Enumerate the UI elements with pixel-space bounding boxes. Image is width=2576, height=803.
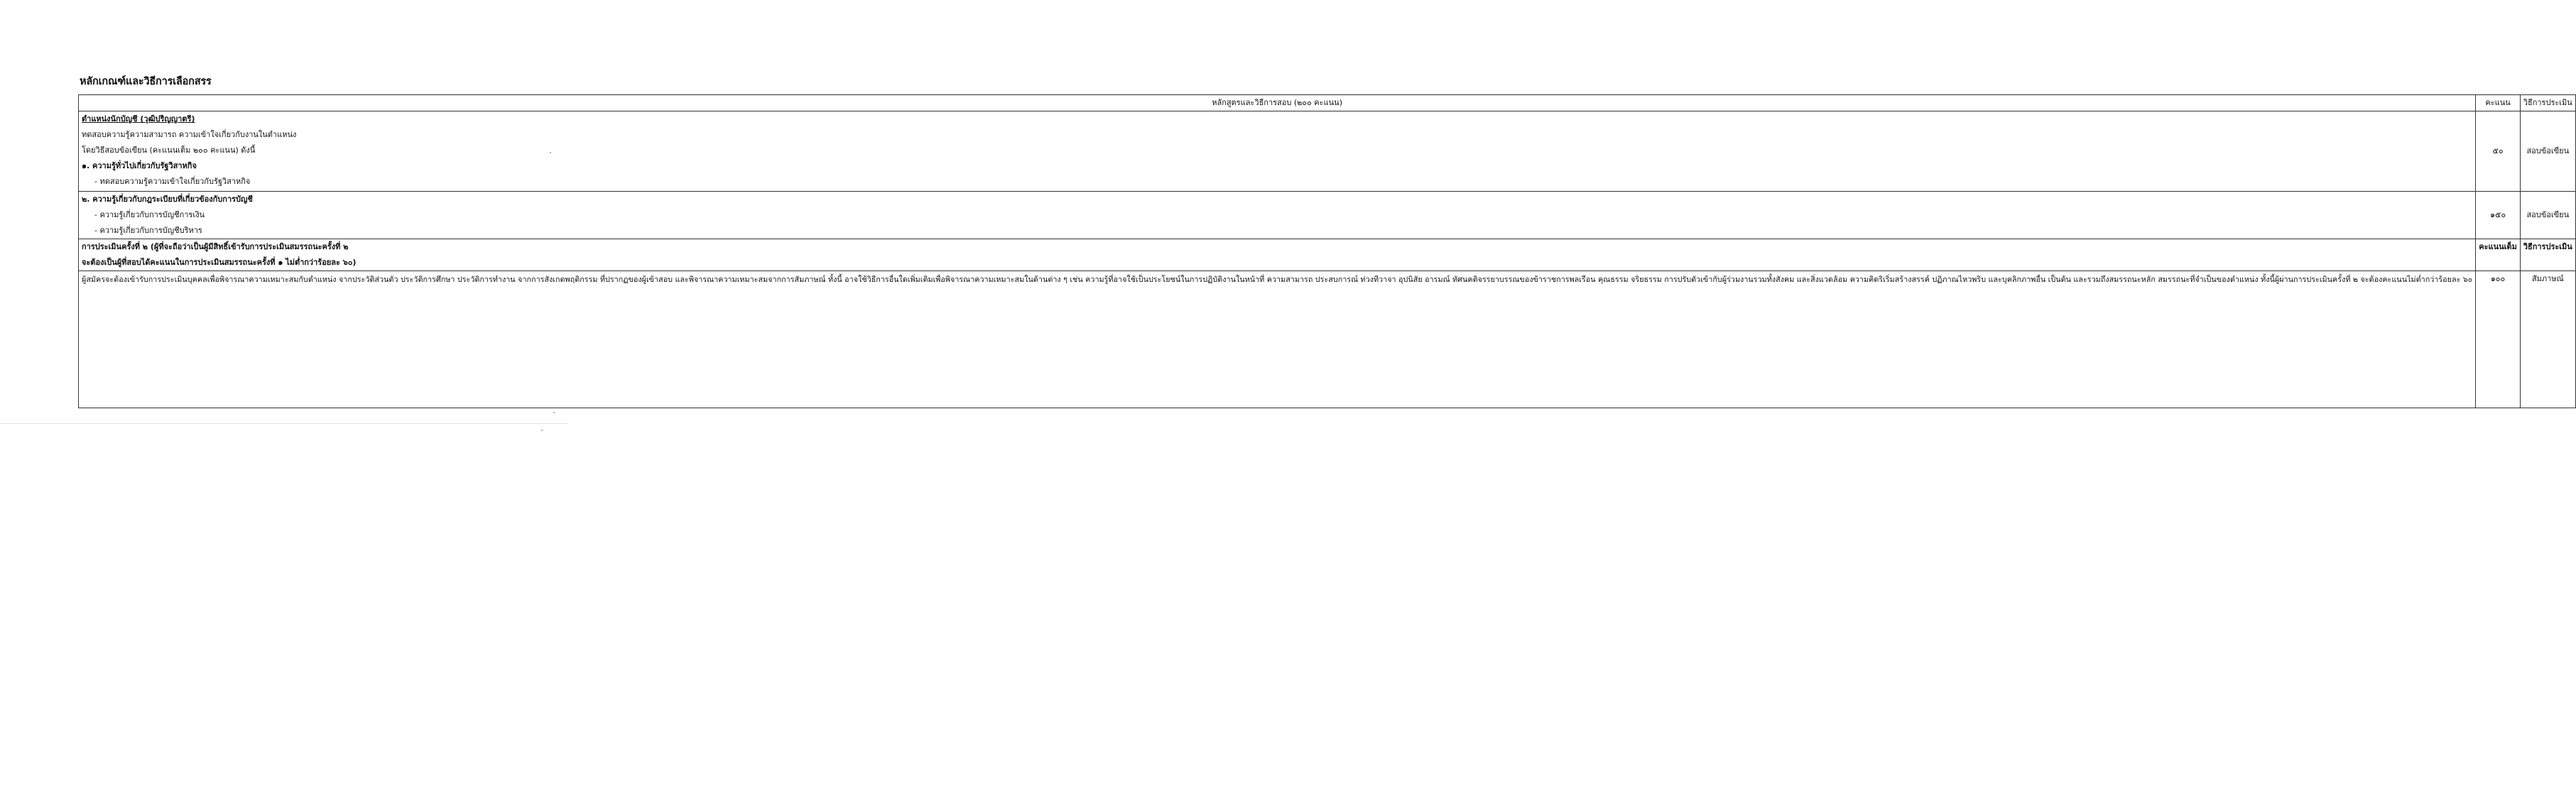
scan-speck bbox=[550, 152, 551, 153]
row3-content bbox=[79, 239, 2476, 271]
row1-content bbox=[79, 111, 2476, 192]
table-row bbox=[79, 192, 2576, 239]
row2-sub2: - ความรู้เกี่ยวกับการบัญชีบริหาร bbox=[94, 226, 202, 235]
row2-content bbox=[79, 192, 2476, 239]
row1-item: ๑. ความรู้ทั่วไปเกี่ยวกับรัฐวิสาหกิจ bbox=[82, 161, 197, 170]
row2-sub1: - ความรู้เกี่ยวกับการบัญชีการเงิน bbox=[94, 210, 205, 219]
row1-line1: ทดสอบความรู้ความสามารถ ความเข้าใจเกี่ยวกับงานในตำแหน่ง bbox=[82, 130, 297, 139]
position-title: ตำแหน่งนักบัญชี (วุฒิปริญญาตรี) bbox=[82, 114, 195, 124]
page-heading: หลักเกณฑ์และวิธีการเลือกสรร bbox=[80, 76, 212, 87]
header-score: คะแนน bbox=[2476, 95, 2521, 111]
row4-method: สัมภาษณ์ bbox=[2520, 271, 2575, 408]
table-row bbox=[79, 239, 2576, 271]
row3-line2: จะต้องเป็นผู้ที่สอบได้คะแนนในการประเมินสมรรถนะครั้งที่ ๑ ไม่ต่ำกว่าร้อยละ ๖๐) bbox=[82, 258, 357, 267]
row4-score: ๑๐๐ bbox=[2476, 271, 2521, 408]
scan-speck bbox=[541, 430, 543, 431]
row1-score: ๕๐ bbox=[2476, 111, 2521, 192]
row2-item: ๒. ความรู้เกี่ยวกับกฎระเบียบที่เกี่ยวข้องกับการบัญชี bbox=[82, 195, 253, 204]
row4-paragraph: ผู้สมัครจะต้องเข้ารับการประเมินบุคคลเพื่อพิจารณาความเหมาะสมกับตำแหน่ง จากประวัติส่วนตัว ประวัติการศึกษา ประวัติการทำงาน จากการสังเกตพฤติกรรม ที่ปรากฏของผู้เข้าสอบ และพิจารณาความเหมาะสมจากการสัมภาษณ์ ทั้งนี้ อาจใช้วิธีการอื่นใดเพิ่มเติมเพื่อพิจารณาความเหมาะสมในด้านต่าง ๆ เช่น ความรู้ที่อาจใช้เป็นประโยชน์ในการปฏิบัติงานในหน้าที่ ความสามารถ ประสบการณ์ ท่วงทีวาจา อุปนิสัย อารมณ์ ทัศนคติจรรยาบรรณของข้าราชการพลเรือน คุณธรรม จริยธรรม การปรับตัวเข้ากับผู้ร่วมงานรวมทั้งสังคม และสิ่งแวดล้อม ความคิดริเริ่มสร้างสรรค์ ปฏิภาณไหวพริบ และบุคลิกภาพอื่น เป็นต้น และรวมถึงสมรรถนะหลัก สมรรถนะที่จำเป็นของตำแหน่ง ทั้งนี้ผู้ผ่านการประเมินครั้งที่ ๒ จะต้องคะแนนไม่ต่ำกว่าร้อยละ ๖๐ bbox=[79, 271, 2476, 408]
header-method: วิธีการประเมิน bbox=[2520, 95, 2575, 111]
row3-score-header: คะแนนเต็ม bbox=[2476, 239, 2521, 271]
row3-line1: การประเมินครั้งที่ ๒ (ผู้ที่จะถือว่าเป็นผู้มีสิทธิ์เข้ารับการประเมินสมรรถนะครั้งที่ ๒ bbox=[82, 242, 349, 251]
header-curriculum: หลักสูตรและวิธีการสอบ (๒๐๐ คะแนน) bbox=[79, 95, 2476, 111]
table-header-row bbox=[79, 95, 2576, 111]
table-row bbox=[79, 271, 2576, 408]
row3-method-header: วิธีการประเมิน bbox=[2520, 239, 2575, 271]
row1-sub: - ทดสอบความรู้ความเข้าใจเกี่ยวกับรัฐวิสาหกิจ bbox=[94, 177, 251, 186]
selection-criteria-table bbox=[78, 94, 2576, 408]
scan-fold-line bbox=[0, 423, 568, 424]
scan-speck bbox=[553, 412, 555, 413]
row2-method: สอบข้อเขียน bbox=[2520, 192, 2575, 239]
table-row bbox=[79, 111, 2576, 192]
row1-method: สอบข้อเขียน bbox=[2520, 111, 2575, 192]
row1-line2: โดยวิธีสอบข้อเขียน (คะแนนเต็ม ๒๐๐ คะแนน) ดังนี้ bbox=[82, 146, 256, 155]
row2-score: ๑๕๐ bbox=[2476, 192, 2521, 239]
